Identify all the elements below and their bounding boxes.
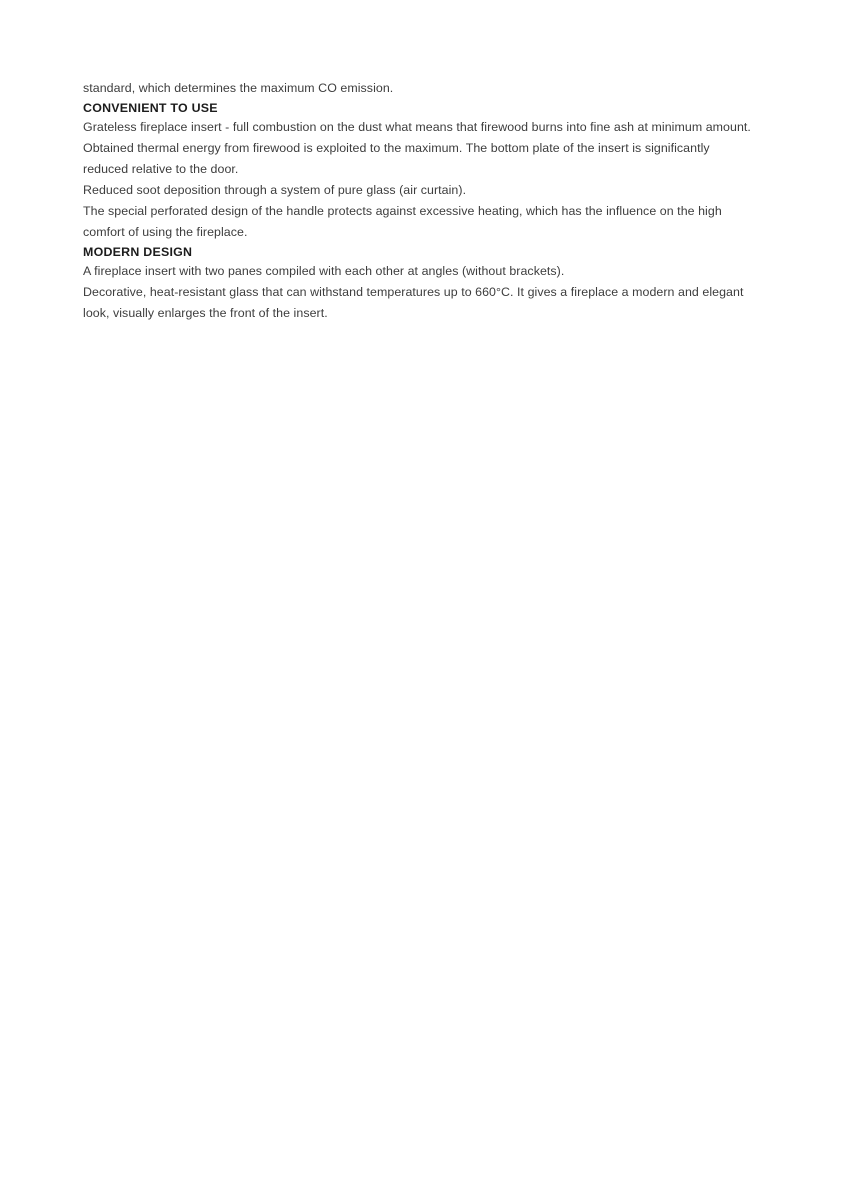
section-heading-modern-design: MODERN DESIGN [83, 245, 193, 259]
document-content [83, 78, 751, 324]
section-heading-convenient-to-use: CONVENIENT TO USE [83, 101, 218, 115]
paragraph-convenient-2: Reduced soot deposition through a system of pure glass (air curtain). [83, 183, 467, 197]
paragraph-modern-1: A fireplace insert with two panes compiled with each other at angles (without brackets). [83, 264, 565, 278]
paragraph-modern-2: Decorative, heat-resistant glass that can withstand temperatures up to 660°C. It gives a fireplace a modern and elegant look, visually enlarges the front of the insert. [83, 285, 744, 320]
intro-paragraph: standard, which determines the maximum CO emission. [83, 81, 394, 95]
paragraph-convenient-3: The special perforated design of the handle protects against excessive heating, which has the influence on the high comfort of using the fireplace. [83, 204, 722, 239]
paragraph-convenient-1: Grateless fireplace insert - full combustion on the dust what means that firewood burns into fine ash at minimum amount. Obtained thermal energy from firewood is exploited to the maximum. The bottom plate of the insert is significantly reduced relative to the door. [83, 120, 751, 176]
